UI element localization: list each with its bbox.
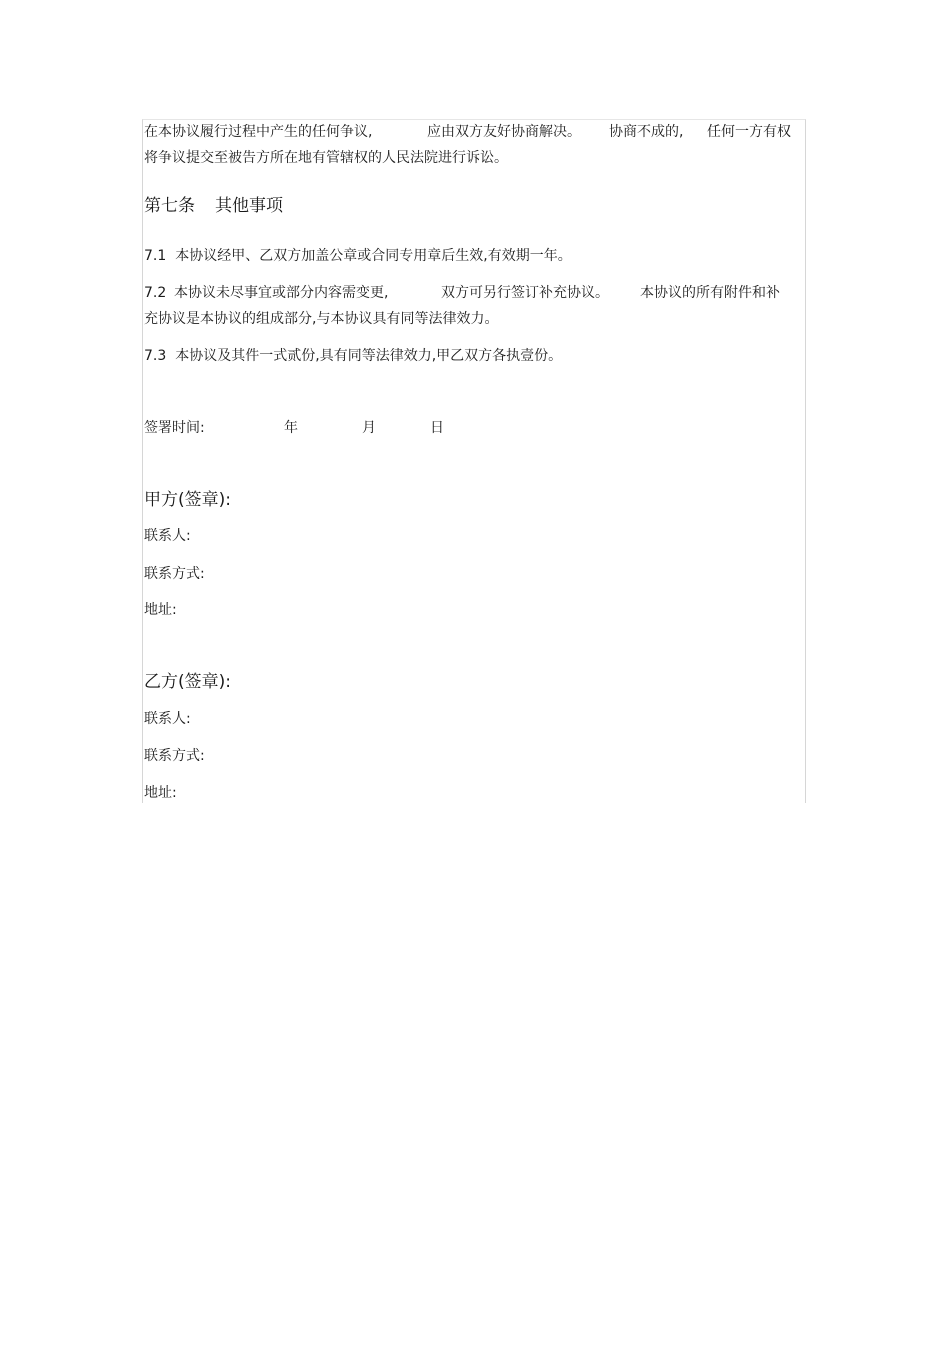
clause-7-2-text-a: 本协议未尽事宜或部分内容需变更, [174, 285, 389, 301]
clause-7-2-line-2 [144, 306, 804, 332]
party-b-address: 地址: [144, 785, 177, 801]
clause-7-2 [144, 280, 804, 332]
dispute-text-a: 在本协议履行过程中产生的任何争议, [144, 124, 373, 140]
clause-7-2-text-c: 本协议的所有附件和补 [640, 285, 780, 301]
dispute-paragraph [144, 119, 804, 171]
signing-date-label: 签署时间: [144, 420, 205, 436]
dispute-text-d: 任何一方有权 [707, 124, 791, 140]
party-b-contact: 联系人: [144, 711, 191, 727]
dispute-line-1 [144, 119, 804, 145]
clause-7-3-number: 7.3 [144, 348, 167, 364]
page-frame [142, 119, 806, 803]
party-a-title: 甲方(签章): [144, 490, 231, 510]
party-b-title: 乙方(签章): [144, 672, 231, 692]
dispute-text-line2: 将争议提交至被告方所在地有管辖权的人民法院进行诉讼。 [144, 150, 508, 166]
party-a-address: 地址: [144, 602, 177, 618]
clause-7-1 [144, 243, 572, 269]
party-b-method: 联系方式: [144, 748, 205, 764]
party-a-contact: 联系人: [144, 528, 191, 544]
clause-7-1-number: 7.1 [144, 248, 167, 264]
article-7-number: 第七条 [144, 196, 195, 216]
dispute-line-2 [144, 145, 804, 171]
clause-7-2-line-1 [144, 280, 804, 306]
dispute-text-c: 协商不成的, [609, 124, 684, 140]
clause-7-2-number: 7.2 [144, 285, 167, 301]
clause-7-2-text-b: 双方可另行签订补充协议。 [441, 285, 609, 301]
party-a-method: 联系方式: [144, 566, 205, 582]
signing-date-row [144, 415, 464, 441]
signing-year-label: 年 [284, 420, 298, 436]
article-7-heading [144, 193, 283, 219]
clause-7-3-text: 本协议及其件一式贰份,具有同等法律效力,甲乙双方各执壹份。 [175, 348, 563, 364]
article-7-title: 其他事项 [215, 196, 283, 216]
dispute-text-b: 应由双方友好协商解决。 [427, 124, 581, 140]
clause-7-1-text: 本协议经甲、乙双方加盖公章或合同专用章后生效,有效期一年。 [175, 248, 572, 264]
clause-7-2-text-line2: 充协议是本协议的组成部分,与本协议具有同等法律效力。 [144, 311, 499, 327]
clause-7-3 [144, 343, 562, 369]
signing-day-label: 日 [430, 420, 444, 436]
signing-month-label: 月 [362, 420, 376, 436]
